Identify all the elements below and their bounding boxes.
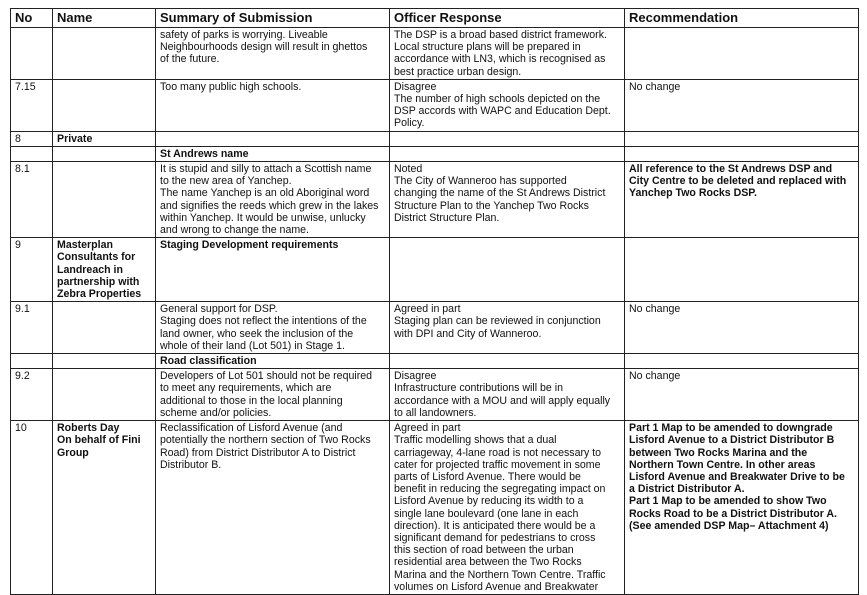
- recommendation-text: Part 1 Map to be amended to show Two: [629, 495, 827, 508]
- cell-recommendation: [625, 421, 859, 595]
- summary-text: and wrong to change the name.: [160, 224, 310, 237]
- response-text: carriageway, 4-lane road is not necessary to: [394, 446, 602, 459]
- response-text: Marina and the Northern Town Centre. Traffic: [394, 568, 606, 581]
- cell-officer-response: [390, 354, 625, 369]
- cell-no: [11, 421, 53, 595]
- cell-summary: [156, 354, 390, 369]
- cell-name: [53, 238, 156, 302]
- item-number: 9.2: [15, 370, 30, 383]
- header-name: Name: [53, 9, 156, 28]
- cell-name: [53, 79, 156, 131]
- cell-officer-response: [390, 79, 625, 131]
- empty-cell: [15, 355, 49, 367]
- cell-name: [53, 354, 156, 369]
- cell-summary: [156, 146, 390, 161]
- summary-text: and signifies the reeds which grew in the lakes: [160, 199, 379, 212]
- table-row: [11, 354, 859, 369]
- recommendation-text: Lisford Avenue to a District Distributor B: [629, 434, 835, 447]
- recommendation-text: No change: [629, 80, 681, 93]
- cell-recommendation: [625, 354, 859, 369]
- recommendation-text: All reference to the St Andrews DSP and: [629, 163, 833, 176]
- recommendation-text: Part 1 Map to be amended to downgrade: [629, 422, 833, 435]
- summary-heading: Road classification: [160, 355, 257, 368]
- response-text: best practice urban design.: [394, 65, 522, 78]
- summary-text: to meet any requirements, which are: [160, 382, 332, 395]
- cell-officer-response: [390, 238, 625, 302]
- cell-officer-response: [390, 162, 625, 238]
- empty-cell: [160, 133, 386, 145]
- response-text: significant demand for pedestrians to cross: [394, 531, 596, 544]
- cell-recommendation: [625, 369, 859, 421]
- cell-summary: [156, 162, 390, 238]
- response-text: The DSP is a broad based district framework.: [394, 29, 607, 41]
- item-number: 7.15: [15, 80, 36, 93]
- submitter-name: Zebra Properties: [57, 288, 142, 301]
- cell-no: [11, 131, 53, 146]
- response-text: accordance with LN3, which is recognised as: [394, 53, 606, 66]
- recommendation-text: City Centre to be deleted and replaced with: [629, 175, 847, 188]
- summary-text: It is stupid and silly to attach a Scottish name: [160, 163, 372, 176]
- header-no: No: [11, 9, 53, 28]
- cell-officer-response: [390, 28, 625, 80]
- summary-text: additional to those in the local planning: [160, 394, 343, 407]
- submitter-name: Private: [57, 132, 93, 145]
- cell-recommendation: [625, 162, 859, 238]
- response-text: Agreed in part: [394, 422, 461, 435]
- response-text: Agreed in part: [394, 303, 461, 316]
- recommendation-text: Yanchep Two Rocks DSP.: [629, 187, 757, 200]
- response-text: cater for projected traffic movement in some: [394, 458, 601, 471]
- empty-cell: [394, 355, 621, 367]
- table-row: [11, 238, 859, 302]
- cell-no: [11, 238, 53, 302]
- table-row: [11, 302, 859, 354]
- cell-no: [11, 369, 53, 421]
- cell-name: [53, 421, 156, 595]
- submitter-name: Consultants for: [57, 251, 136, 264]
- cell-no: [11, 79, 53, 131]
- empty-cell: [57, 163, 152, 175]
- submitter-name: Landreach in: [57, 263, 123, 276]
- submitter-name: Masterplan: [57, 239, 113, 252]
- summary-text: to the new area of Yanchep.: [160, 175, 292, 188]
- response-text: this section of road between the urban: [394, 544, 574, 557]
- summary-text: potentially the northern section of Two Rocks: [160, 434, 371, 447]
- cell-recommendation: [625, 131, 859, 146]
- summary-text: of the future.: [160, 53, 220, 66]
- response-text: Lisford Avenue by reducing its width to a: [394, 495, 584, 508]
- summary-text: Staging does not reflect the intentions of the: [160, 315, 367, 328]
- recommendation-text: (See amended DSP Map– Attachment 4): [629, 519, 829, 532]
- submitter-name: partnership with: [57, 275, 140, 288]
- cell-summary: [156, 79, 390, 131]
- response-text: Policy.: [394, 117, 425, 130]
- cell-name: [53, 28, 156, 80]
- submissions-table: [10, 8, 859, 595]
- table-row: [11, 28, 859, 80]
- response-text: The number of high schools depicted on the: [394, 93, 601, 106]
- empty-cell: [394, 239, 621, 251]
- submitter-name: On behalf of Fini: [57, 434, 141, 447]
- item-number: 8: [15, 132, 21, 145]
- table-row: [11, 369, 859, 421]
- summary-text: Neighbourhoods design will result in ghettos: [160, 41, 368, 54]
- cell-officer-response: [390, 302, 625, 354]
- cell-name: [53, 131, 156, 146]
- empty-cell: [629, 133, 855, 145]
- cell-officer-response: [390, 421, 625, 595]
- recommendation-text: a District Distributor A.: [629, 483, 745, 496]
- response-text: Traffic modelling shows that a dual: [394, 434, 557, 447]
- empty-cell: [394, 133, 621, 145]
- table-row: [11, 146, 859, 161]
- summary-text: Road) from District Distributor A to District: [160, 446, 356, 459]
- cell-no: [11, 302, 53, 354]
- summary-text: Distributor B.: [160, 458, 222, 471]
- submitter-name: Group: [57, 446, 89, 459]
- response-text: parts of Lisford Avenue. There would be: [394, 470, 581, 483]
- empty-cell: [629, 239, 855, 251]
- cell-no: [11, 162, 53, 238]
- summary-text: scheme and/or policies.: [160, 406, 272, 419]
- table-row: [11, 162, 859, 238]
- cell-summary: [156, 421, 390, 595]
- cell-recommendation: [625, 238, 859, 302]
- cell-officer-response: [390, 131, 625, 146]
- empty-cell: [57, 29, 152, 41]
- response-text: Noted: [394, 163, 423, 176]
- response-text: accordance with a MOU and will apply equally: [394, 394, 611, 407]
- summary-heading: St Andrews name: [160, 147, 249, 160]
- cell-recommendation: [625, 146, 859, 161]
- cell-officer-response: [390, 146, 625, 161]
- response-text: Disagree: [394, 80, 437, 93]
- response-text: DSP accords with WAPC and Education Dept.: [394, 105, 611, 118]
- summary-text: Too many public high schools.: [160, 80, 302, 93]
- empty-cell: [57, 81, 152, 93]
- item-number: 9: [15, 239, 21, 252]
- cell-no: [11, 28, 53, 80]
- empty-cell: [629, 355, 855, 367]
- summary-text: within Yanchep. It would be unwise, unlucky: [160, 211, 366, 224]
- response-text: Infrastructure contributions will be in: [394, 382, 563, 395]
- response-text: The City of Wanneroo has supported: [394, 175, 567, 188]
- response-text: single lane boulevard (one lane in each: [394, 507, 579, 520]
- table-row: [11, 79, 859, 131]
- cell-summary: [156, 369, 390, 421]
- empty-cell: [57, 355, 152, 367]
- cell-summary: [156, 131, 390, 146]
- cell-summary: [156, 238, 390, 302]
- submitter-name: Roberts Day: [57, 422, 120, 435]
- table-row: [11, 421, 859, 595]
- header-recommendation: Recommendation: [625, 9, 859, 28]
- cell-summary: [156, 28, 390, 80]
- empty-cell: [57, 370, 152, 382]
- recommendation-text: Lisford Avenue and Breakwater Drive to be: [629, 470, 845, 483]
- table-row: [11, 131, 859, 146]
- response-text: residential area between the Two Rocks: [394, 556, 582, 569]
- empty-cell: [629, 29, 855, 41]
- item-number: 10: [15, 422, 27, 435]
- cell-officer-response: [390, 369, 625, 421]
- response-text: to all landowners.: [394, 406, 477, 419]
- response-text: Local structure plans will be prepared in: [394, 41, 581, 54]
- summary-heading: Staging Development requirements: [160, 239, 339, 252]
- response-text: Disagree: [394, 370, 437, 383]
- cell-no: [11, 354, 53, 369]
- response-text: benefit in reducing the segregating impact on: [394, 483, 606, 496]
- summary-text: General support for DSP.: [160, 303, 278, 316]
- recommendation-text: Rocks Road to be a District Distributor A.: [629, 507, 837, 520]
- header-officer-response: Officer Response: [390, 9, 625, 28]
- summary-text: The name Yanchep is an old Aboriginal word: [160, 187, 370, 200]
- cell-name: [53, 369, 156, 421]
- cell-name: [53, 162, 156, 238]
- summary-text: Developers of Lot 501 should not be required: [160, 370, 373, 383]
- cell-summary: [156, 302, 390, 354]
- cell-recommendation: [625, 28, 859, 80]
- response-text: Structure Plan to the Yanchep Two Rocks: [394, 199, 589, 212]
- summary-text: Reclassification of Lisford Avenue (and: [160, 422, 343, 435]
- header-summary: Summary of Submission: [156, 9, 390, 28]
- response-text: District Structure Plan.: [394, 211, 500, 224]
- empty-cell: [15, 148, 49, 160]
- cell-recommendation: [625, 302, 859, 354]
- cell-recommendation: [625, 79, 859, 131]
- response-text: direction). It is anticipated there would be a: [394, 519, 596, 532]
- cell-no: [11, 146, 53, 161]
- empty-cell: [394, 148, 621, 160]
- recommendation-text: Northern Town Centre. In other areas: [629, 458, 816, 471]
- item-number: 8.1: [15, 163, 30, 176]
- response-text: changing the name of the St Andrews District: [394, 187, 606, 200]
- summary-text: whole of their land (Lot 501) in Stage 1.: [160, 339, 345, 352]
- empty-cell: [15, 29, 49, 41]
- recommendation-text: No change: [629, 303, 681, 316]
- cell-name: [53, 302, 156, 354]
- summary-text: land owner, who seek the inclusion of the: [160, 327, 354, 340]
- response-text: with DPI and City of Wanneroo.: [394, 327, 542, 340]
- item-number: 9.1: [15, 303, 30, 316]
- response-text: Staging plan can be reviewed in conjunction: [394, 315, 601, 328]
- cell-name: [53, 146, 156, 161]
- summary-text: safety of parks is worrying. Liveable: [160, 29, 328, 41]
- empty-cell: [57, 303, 152, 315]
- empty-cell: [629, 148, 855, 160]
- table-header-row: [11, 9, 859, 28]
- empty-cell: [57, 148, 152, 160]
- recommendation-text: No change: [629, 370, 681, 383]
- submissions-table-page: [10, 8, 858, 595]
- response-text: volumes on Lisford Avenue and Breakwater: [394, 580, 599, 593]
- recommendation-text: between Two Rocks Marina and the: [629, 446, 808, 459]
